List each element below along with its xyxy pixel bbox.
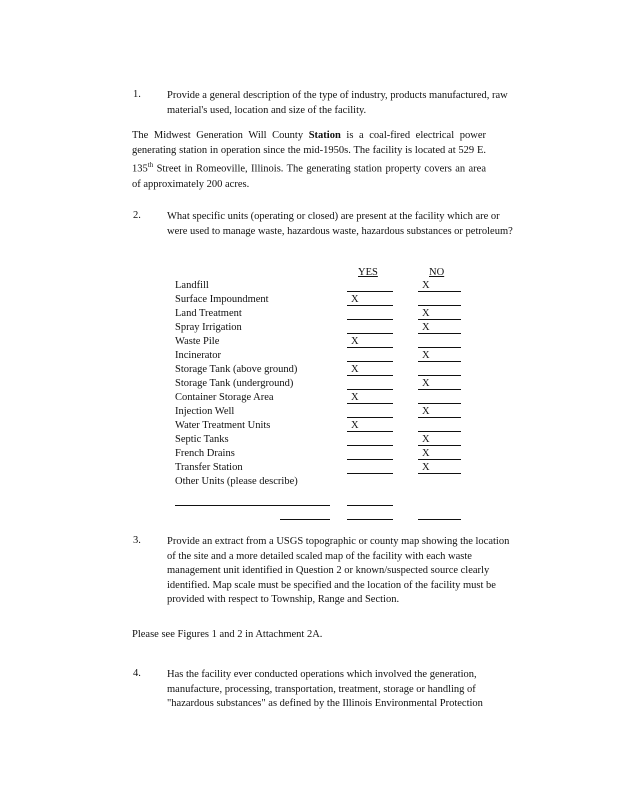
question-2-number: 2. xyxy=(133,210,141,221)
unit-row xyxy=(175,364,475,378)
question-1-number: 1. xyxy=(133,89,141,100)
unit-label: French Drains xyxy=(175,448,235,459)
question-3-number: 3. xyxy=(133,535,141,546)
unit-label: Transfer Station xyxy=(175,462,243,473)
question-2-text: What specific units (operating or closed) are present at the facility which are or were used to manage waste, hazardous waste, hazardous substances or petroleum? xyxy=(167,211,513,237)
other-yes-line xyxy=(347,505,393,506)
no-checkbox-field[interactable]: X xyxy=(418,406,461,418)
yes-checkbox-field[interactable]: X xyxy=(347,364,393,376)
unit-label: Storage Tank (above ground) xyxy=(175,364,298,375)
unit-label: Septic Tanks xyxy=(175,434,229,445)
question-4-number: 4. xyxy=(133,668,141,679)
no-column-header: NO xyxy=(429,267,445,278)
unit-row xyxy=(175,308,475,322)
unit-label: Container Storage Area xyxy=(175,392,274,403)
answer-text: is a coal-fired electrical power generating station in operation since the mid-1950s. The facility is located at 529 E. 135 xyxy=(132,130,486,175)
unit-row xyxy=(175,420,475,434)
yes-checkbox-field[interactable] xyxy=(347,322,393,334)
answer-text: Street in Romeoville, Illinois. The generating station property covers an area of approximately 200 acres. xyxy=(132,163,486,190)
unit-row xyxy=(175,322,475,336)
unit-label: Incinerator xyxy=(175,350,222,361)
unit-label: Waste Pile xyxy=(175,336,220,347)
question-4-text: Has the facility ever conducted operations which involved the generation, manufacture, processing, transportation, treatment, storage or handling of "hazardous substances" as defined by the Illinois Environmental Protection xyxy=(167,669,483,709)
question-1-text: Provide a general description of the type of industry, products manufactured, raw material's used, location and size of the facility. xyxy=(167,90,508,116)
unit-row xyxy=(175,434,475,448)
unit-label: Land Treatment xyxy=(175,308,242,319)
answer-bold-text: Station xyxy=(308,130,341,141)
answer-text: The Midwest Generation Will County xyxy=(132,130,309,141)
no-checkbox-field[interactable] xyxy=(418,420,461,432)
other-units-line xyxy=(280,519,330,520)
unit-row xyxy=(175,392,475,406)
superscript: th xyxy=(147,161,154,169)
unit-label: Other Units (please describe) xyxy=(175,476,298,487)
question-3-text: Provide an extract from a USGS topographic or county map showing the location of the site and a more detailed scaled map of the facility with each waste management unit identified in Question 2 or known/suspected source clearly identified. Map scale must be specified and the location of the facility must be provided with respect to Township, Range and Section. xyxy=(167,536,510,605)
no-checkbox-field[interactable]: X xyxy=(418,434,461,446)
unit-row xyxy=(175,336,475,350)
yes-checkbox-field[interactable] xyxy=(347,280,393,292)
unit-row xyxy=(175,280,475,294)
no-checkbox-field[interactable]: X xyxy=(418,308,461,320)
unit-row xyxy=(175,462,475,476)
unit-label: Water Treatment Units xyxy=(175,420,271,431)
unit-row xyxy=(175,406,475,420)
unit-row xyxy=(175,350,475,364)
yes-checkbox-field[interactable]: X xyxy=(347,336,393,348)
question-1-answer xyxy=(132,128,486,192)
yes-checkbox-field[interactable]: X xyxy=(347,420,393,432)
no-checkbox-field[interactable] xyxy=(418,294,461,306)
yes-checkbox-field[interactable]: X xyxy=(347,392,393,404)
yes-checkbox-field[interactable] xyxy=(347,350,393,362)
yes-checkbox-field[interactable] xyxy=(347,434,393,446)
no-checkbox-field[interactable]: X xyxy=(418,350,461,362)
yes-checkbox-field[interactable] xyxy=(347,448,393,460)
no-checkbox-field[interactable]: X xyxy=(418,280,461,292)
unit-row xyxy=(175,378,475,392)
unit-row xyxy=(175,476,475,490)
unit-row xyxy=(175,448,475,462)
yes-checkbox-field[interactable] xyxy=(347,308,393,320)
other-no-line xyxy=(418,519,461,520)
other-yes-line xyxy=(347,519,393,520)
no-checkbox-field[interactable]: X xyxy=(418,462,461,474)
yes-checkbox-field[interactable]: X xyxy=(347,294,393,306)
unit-row xyxy=(175,294,475,308)
no-checkbox-field[interactable]: X xyxy=(418,448,461,460)
yes-checkbox-field[interactable] xyxy=(347,462,393,474)
unit-label: Surface Impoundment xyxy=(175,294,269,305)
no-checkbox-field[interactable] xyxy=(418,392,461,404)
no-checkbox-field[interactable] xyxy=(418,336,461,348)
no-checkbox-field[interactable] xyxy=(418,364,461,376)
unit-label: Injection Well xyxy=(175,406,235,417)
other-units-line xyxy=(175,505,330,506)
yes-checkbox-field[interactable] xyxy=(347,378,393,390)
yes-checkbox-field[interactable] xyxy=(347,406,393,418)
unit-label: Spray Irrigation xyxy=(175,322,242,333)
no-checkbox-field[interactable]: X xyxy=(418,322,461,334)
no-checkbox-field[interactable]: X xyxy=(418,378,461,390)
unit-label: Storage Tank (underground) xyxy=(175,378,294,389)
question-3-answer: Please see Figures 1 and 2 in Attachment 2A. xyxy=(132,629,323,640)
unit-label: Landfill xyxy=(175,280,209,291)
yes-column-header: YES xyxy=(358,267,378,278)
